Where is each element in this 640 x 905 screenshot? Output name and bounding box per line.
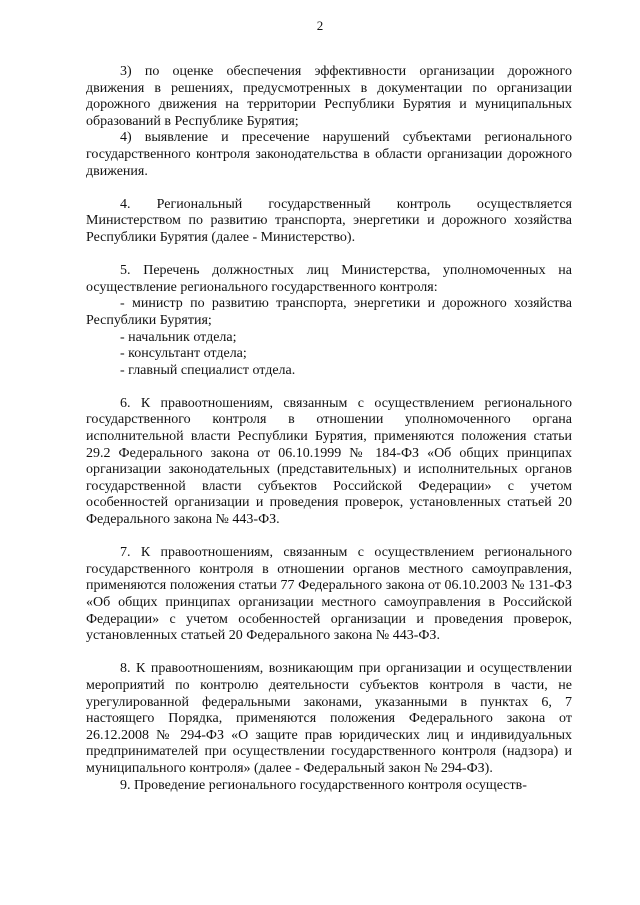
paragraph: 7. К правоотношениям, связанным с осуществлением регионального государственного контроля в отношении органов местного самоуправления, применяются положения статьи 77 Федерального закона от 06.10.2003 № 131-ФЗ «Об общих принципах организации местного самоуправления в Российской Федерации» с учетом особенностей организации и проведения проверок, установленных статьей 20 Федерального закона № 443-ФЗ.	[86, 545, 572, 644]
paragraph: 6. К правоотношениям, связанным с осуществлением регионального государственного контроля в отношении уполномоченного органа исполнительной власти Республики Бурятия, применяются положения статьи 29.2 Федерального закона от 06.10.1999 № 184-ФЗ «Об общих принципах организации законодательных (представительных) и исполнительных органов государственной власти субъектов Российской Федерации» с учетом особенностей организации и проведения проверок, установленных статьей 20 Федерального закона № 443-ФЗ.	[86, 395, 572, 528]
paragraph: 4. Региональный государственный контроль осуществляется Министерством по развитию транспорта, энергетики и дорожного хозяйства Республики Бурятия (далее - Министерство).	[86, 196, 572, 245]
paragraph: 3) по оценке обеспечения эффективности организации дорожного движения в решениях, предусмотренных в документации по организации дорожного движения на территории Республики Бурятия и муниципальных образований в Республике Бурятия;	[86, 64, 572, 129]
list-item: - консультант отдела;	[120, 346, 247, 362]
list-item: - начальник отдела;	[120, 329, 237, 345]
list-item: - главный специалист отдела.	[120, 362, 296, 378]
paragraph: 8. К правоотношениям, возникающим при организации и осуществлении мероприятий по контролю деятельности субъектов контроля в части, не урегулированной федеральными законами, указанными в пунктах 6, 7 настоящего Порядка, применяются положения Федерального закона от 26.12.2008 № 294-ФЗ «О защите прав юридических лиц и индивидуальных предпринимателей при осуществлении государственного контроля (надзора) и муниципального контроля» (далее - Федеральный закон № 294-ФЗ).	[86, 661, 572, 776]
document-body	[86, 64, 572, 794]
paragraph: 9. Проведение регионального государственного контроля осуществ-	[120, 777, 527, 793]
paragraph: - министр по развитию транспорта, энергетики и дорожного хозяйства Республики Бурятия;	[86, 296, 572, 328]
page-number: 2	[316, 18, 324, 33]
paragraph: 4) выявление и пресечение нарушений субъектами регионального государственного контроля законодательства в области организации дорожного движения.	[86, 130, 572, 179]
paragraph: 5. Перечень должностных лиц Министерства, уполномоченных на осуществление регионального государственного контроля:	[86, 263, 572, 295]
